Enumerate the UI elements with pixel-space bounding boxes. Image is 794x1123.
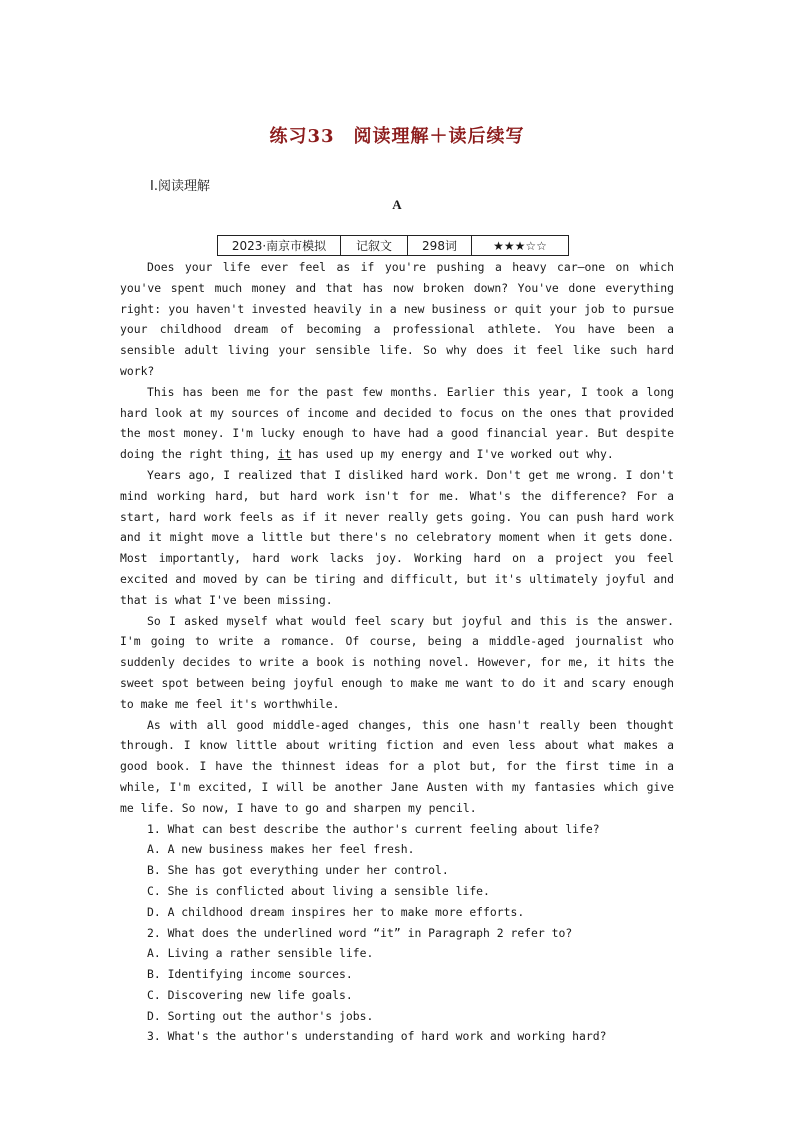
answer-option[interactable]: A. A new business makes her feel fresh. (147, 842, 415, 857)
source-cell: 2023·南京市模拟 (218, 236, 341, 256)
answer-option[interactable]: D. Sorting out the author's jobs. (147, 1008, 374, 1023)
answer-option[interactable]: D. A childhood dream inspires her to make more efforts. (147, 904, 525, 919)
paragraph: This has been me for the past few months. Earlier this year, I took a long hard look at my sources of income and decided to focus on the ones that provided the most money. I'm lucky enough to have had a good financial year. But despite doing the right thing, it has used up my energy and I've worked out why. (120, 384, 674, 462)
paragraph: Does your life ever feel as if you're pushing a heavy car—one on which you've spent much money and that has now broken down? You've done everything right: you haven't invested heavily in a new business or quit your job to pursue your childhood dream of becoming a professional athlete. You have been a sensible adult living your sensible life. So why does it feel like such hard work? (120, 260, 674, 378)
passage-label: A (392, 197, 402, 212)
question-stem: 3. What's the author's understanding of hard work and working hard? (147, 1029, 607, 1044)
paragraph: So I asked myself what would feel scary but joyful and this is the answer. I'm going to write a romance. Of course, being a middle-aged journalist who suddenly decides to write a book is nothing novel. However, for me, it hits the sweet spot between being joyful enough to make me want to do it and scary enough to make me feel it's worthwhile. (120, 613, 674, 711)
underlined-word: it (277, 447, 292, 462)
genre-cell: 记叙文 (341, 236, 408, 256)
word-count-cell: 298词 (408, 236, 472, 256)
reading-passage (120, 257, 674, 1047)
paragraph: As with all good middle-aged changes, this one hasn't really been thought through. I know little about writing fiction and even less about what makes a good book. I have the thinnest ideas for a plot but, for the first time in a while, I'm excited, I will be another Jane Austen with my fantasies which give me life. So now, I have to go and sharpen my pencil. (120, 717, 674, 815)
passage-info-table (217, 235, 569, 256)
question-stem: 2. What does the underlined word “it” in Paragraph 2 refer to? (147, 925, 573, 940)
question-stem: 1. What can best describe the author's current feeling about life? (147, 821, 600, 836)
answer-option[interactable]: A. Living a rather sensible life. (147, 946, 374, 961)
answer-option[interactable]: B. Identifying income sources. (147, 967, 353, 982)
answer-option[interactable]: B. She has got everything under her control. (147, 863, 449, 878)
section-heading: Ⅰ.阅读理解 (150, 179, 210, 194)
paragraph: Years ago, I realized that I disliked hard work. Don't get me wrong. I don't mind working hard, but hard work isn't for me. What's the difference? For a start, hard work feels as if it never really gets going. You can push hard work and it might move a little but there's no celebratory moment when it gets done. Most importantly, hard work lacks joy. Working hard on a project you feel excited and moved by can be tiring and difficult, but it's ultimately joyful and that is what I've been missing. (120, 467, 674, 607)
answer-option[interactable]: C. Discovering new life goals. (147, 987, 353, 1002)
difficulty-cell: ★★★☆☆ (472, 236, 569, 256)
answer-option[interactable]: C. She is conflicted about living a sensible life. (147, 883, 490, 898)
page-title: 练习33 阅读理解＋读后续写 (269, 126, 525, 147)
